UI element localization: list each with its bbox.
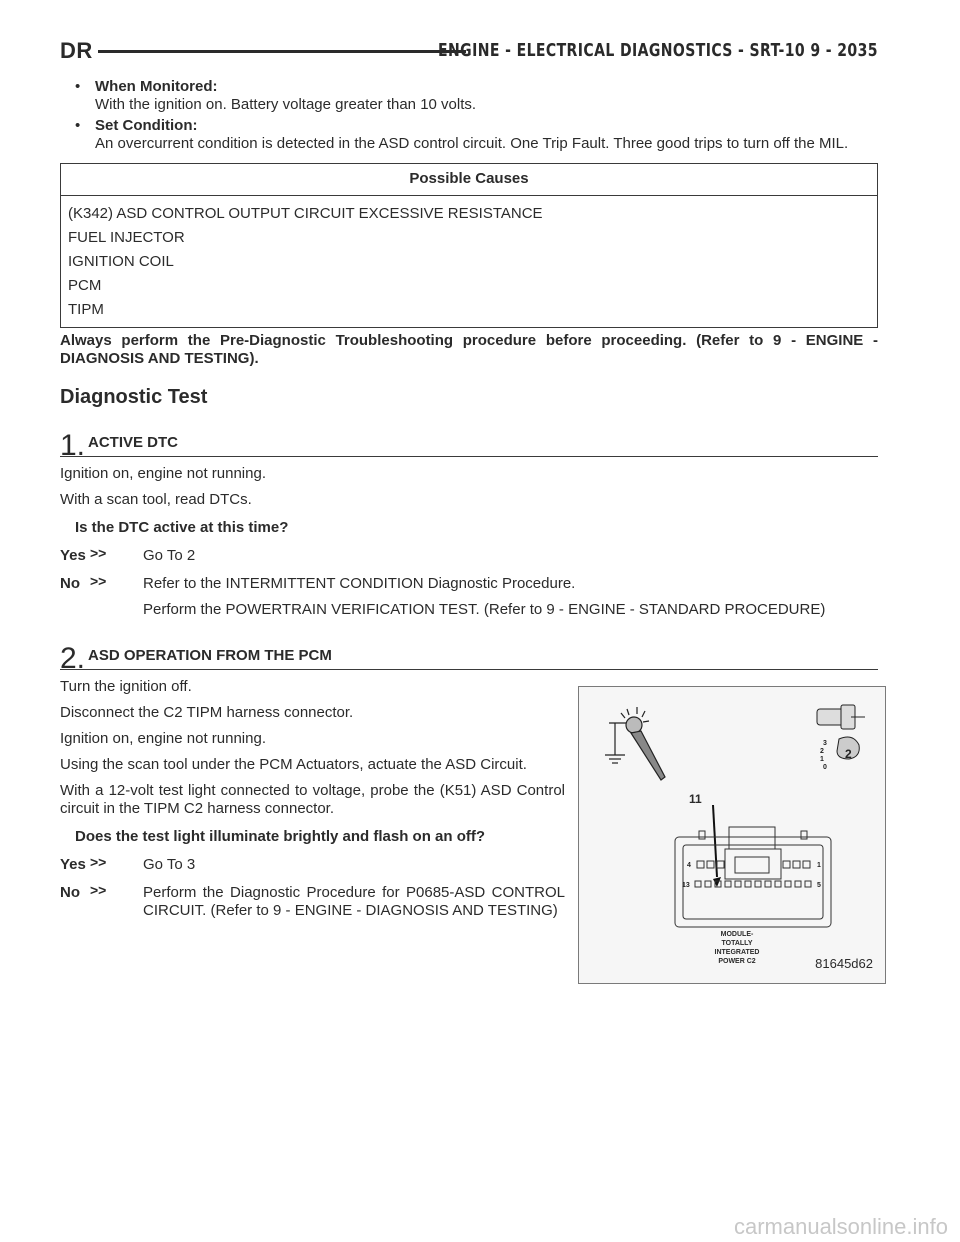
possible-causes-table [60,163,878,328]
step-paragraph: Ignition on, engine not running. [60,730,266,747]
pre-diagnostic-note: Always perform the Pre-Diagnostic Troubleshooting procedure before proceeding. (Refer to 9 - ENGINE - DIAGNOSIS AND TESTING). [60,332,878,367]
answer-text-2: Perform the POWERTRAIN VERIFICATION TEST. (Refer to 9 - ENGINE - STANDARD PROCEDURE) [143,601,826,618]
answer-label: No [60,575,80,592]
figure-caption: MODULE- TOTALLY INTEGRATED POWER C2 [714,931,760,965]
arrow-marker: >> [90,882,107,898]
step-paragraph: Using the scan tool under the PCM Actuators, actuate the ASD Circuit. [60,756,527,773]
step-number: 1. [60,429,86,462]
answer-label: Yes [60,547,86,564]
step-paragraph: Turn the ignition off. [60,678,192,695]
watermark: carmanualsonline.info [733,1214,948,1239]
bullet-text: With the ignition on. Battery voltage greater than 10 volts. [95,96,477,113]
pin-stack-0: 0 [823,764,827,771]
step-question: Does the test light illuminate brightly and flash on an off? [75,828,486,845]
header-rule [98,50,466,53]
answer-yes [60,856,565,874]
bullet-when-monitored [60,78,878,114]
answer-text: Go To 2 [143,547,196,564]
page-header [60,38,878,68]
cause-item: PCM [68,277,102,294]
answer-no [60,575,878,619]
pin-label-5: 5 [817,882,821,889]
step-paragraph: With a scan tool, read DTCs. [60,491,252,508]
test-light-icon [605,707,665,780]
section-title: Diagnostic Test [60,386,208,408]
answer-label: Yes [60,856,86,873]
step-number: 2. [60,642,86,675]
step-paragraph: Ignition on, engine not running. [60,465,266,482]
answer-yes [60,547,878,565]
cause-item: TIPM [68,301,104,318]
bullet-icon: • [75,78,81,95]
bullet-text: An overcurrent condition is detected in the ASD control circuit. One Trip Fault. Three good trips to turn off the MIL. [95,135,849,152]
answer-text: Go To 3 [143,856,196,873]
bullet-icon: • [75,117,81,134]
step-paragraph: Disconnect the C2 TIPM harness connector. [60,704,354,721]
bullet-set-condition [60,117,878,153]
step-title: ASD OPERATION FROM THE PCM [88,647,332,664]
pin-stack-2: 2 [820,748,824,755]
bullet-title: When Monitored: [95,78,218,95]
dial-label: 2 [845,747,852,761]
tipm-c2-connector [675,827,831,927]
pin-stack-3: 3 [823,740,827,747]
arrow-marker: >> [90,573,107,589]
pin-label-1: 1 [817,862,821,869]
header-left: DR [60,38,93,63]
pin-label-13: 13 [682,882,690,889]
step-1-heading [60,426,878,462]
cause-item: (K342) ASD CONTROL OUTPUT CIRCUIT EXCESSIVE RESISTANCE [68,205,543,222]
arrow-marker: >> [90,545,107,561]
answer-text: Perform the Diagnostic Procedure for P0685-ASD CONTROL CIRCUIT. (Refer to 9 - ENGINE - DIAGNOSIS AND TESTING) [143,884,565,919]
arrow-marker: >> [90,854,107,870]
step-2-text-column [60,678,565,920]
answer-text: Refer to the INTERMITTENT CONDITION Diagnostic Procedure. [143,575,576,592]
pin-stack-1: 1 [820,756,824,763]
page-content [60,78,878,971]
connector-icon [817,705,865,759]
step-2-body [60,678,878,971]
cause-item: IGNITION COIL [68,253,174,270]
answer-no [60,884,565,920]
step-2-heading [60,639,878,675]
answer-label: No [60,884,80,901]
step-paragraph: With a 12-volt test light connected to voltage, probe the (K51) ASD Control circuit in the TIPM C2 harness connector. [60,782,565,817]
figure-code: 81645d62 [815,956,873,971]
step-question: Is the DTC active at this time? [75,519,289,536]
pin-callout: 11 [689,792,702,806]
header-right: ENGINE - ELECTRICAL DIAGNOSTICS - SRT-10 9 - 2035 [438,40,878,61]
cause-item: FUEL INJECTOR [68,229,185,246]
connector-diagram [578,686,886,984]
causes-header: Possible Causes [61,164,877,196]
step-title: ACTIVE DTC [88,434,178,451]
probe-arrowhead [713,877,721,887]
pin-label-4: 4 [687,862,691,869]
bullet-title: Set Condition: [95,117,198,134]
